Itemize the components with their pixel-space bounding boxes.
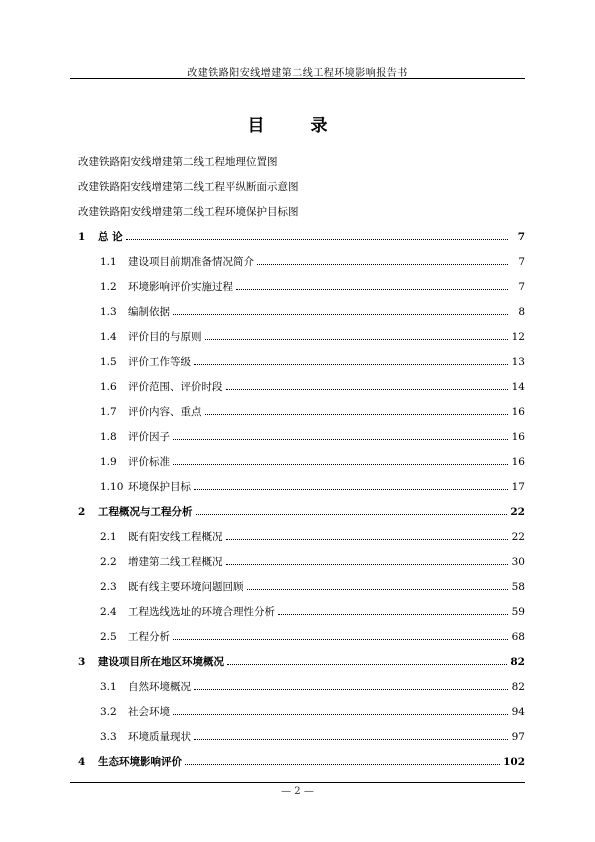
toc-dot-leader: [194, 689, 508, 690]
toc-entry-number: 1.10: [100, 480, 124, 493]
toc-entry-number: 2.4: [100, 605, 117, 618]
toc-entry-number: 3.2: [100, 705, 117, 718]
toc-entry-title: 增建第二线工程概况: [128, 556, 223, 568]
toc-section-entry[interactable]: [78, 724, 525, 749]
toc-entry-number: 1.2: [100, 280, 117, 293]
toc-entry-number: 2: [78, 505, 86, 518]
toc-dot-leader: [226, 564, 509, 565]
toc-entry-title: 生态环境影响评价: [98, 756, 182, 768]
figure-list-item[interactable]: 改建铁路阳安线增建第二线工程地理位置图: [78, 156, 278, 168]
toc-entry-title: 评价目的与原则: [128, 331, 202, 343]
toc-entry-page: 7: [517, 230, 525, 243]
toc-section-entry[interactable]: [78, 624, 525, 649]
toc-entry-number: 1.1: [100, 255, 117, 268]
toc-entry-page: 7: [518, 280, 525, 293]
toc-entry-number: 2.3: [100, 580, 117, 593]
toc-entry-page: 82: [510, 655, 525, 668]
toc-entry-page: 16: [511, 405, 525, 418]
toc-entry-number: 1: [78, 230, 86, 243]
toc-entry-page: 102: [503, 755, 525, 768]
toc-entry-number: 1.3: [100, 305, 117, 318]
toc-section-entry[interactable]: [78, 274, 525, 299]
toc-entry-number: 3.1: [100, 680, 117, 693]
toc-entry-title: 总 论: [98, 231, 123, 243]
toc-section-entry[interactable]: [78, 449, 525, 474]
toc-dot-leader: [196, 514, 508, 515]
toc-entry-page: 16: [511, 430, 525, 443]
toc-dot-leader: [194, 364, 508, 365]
toc-dot-leader: [205, 339, 509, 340]
toc-entry-title: 评价内容、重点: [128, 406, 202, 418]
toc-dot-leader: [205, 414, 509, 415]
toc-section-entry[interactable]: [78, 299, 525, 324]
toc-dot-leader: [226, 389, 509, 390]
toc-entry-number: 3.3: [100, 730, 117, 743]
toc-section-entry[interactable]: [78, 399, 525, 424]
toc-entry-page: 58: [511, 580, 525, 593]
toc-entry-page: 59: [511, 605, 525, 618]
toc-entry-title: 既有线主要环境问题回顾: [128, 581, 244, 593]
toc-section-entry[interactable]: [78, 474, 525, 499]
toc-entry-number: 4: [78, 755, 86, 768]
toc-dot-leader: [185, 764, 500, 765]
toc-entry-title: 环境影响评价实施过程: [128, 281, 233, 293]
toc-chapter-entry[interactable]: [78, 499, 525, 524]
toc-entry-number: 1.5: [100, 355, 117, 368]
toc-dot-leader: [278, 614, 508, 615]
toc-entry-page: 13: [511, 355, 525, 368]
toc-entry-page: 30: [511, 555, 525, 568]
toc-entry-title: 工程分析: [128, 631, 170, 643]
toc-entry-number: 3: [78, 655, 86, 668]
toc-entry-title: 环境质量现状: [128, 731, 191, 743]
toc-dot-leader: [236, 289, 508, 290]
header-divider: [70, 78, 525, 79]
toc-entry-title: 建设项目前期准备情况简介: [128, 256, 254, 268]
toc-entry-page: 16: [511, 455, 525, 468]
toc-chapter-entry[interactable]: [78, 224, 525, 249]
toc-entry-title: 建设项目所在地区环境概况: [98, 656, 224, 668]
toc-section-entry[interactable]: [78, 374, 525, 399]
toc-entry-number: 1.7: [100, 405, 117, 418]
toc-entry-number: 1.8: [100, 430, 117, 443]
toc-dot-leader: [126, 239, 508, 240]
toc-entry-page: 22: [510, 505, 525, 518]
toc-entry-page: 97: [511, 730, 525, 743]
toc-entry-title: 评价工作等级: [128, 356, 191, 368]
toc-dot-leader: [173, 714, 508, 715]
toc-entry-page: 22: [511, 530, 525, 543]
toc-section-entry[interactable]: [78, 424, 525, 449]
toc-dot-leader: [173, 639, 508, 640]
toc-section-entry[interactable]: [78, 249, 525, 274]
toc-entry-page: 82: [511, 680, 525, 693]
toc-dot-leader: [227, 664, 507, 665]
toc-entry-title: 评价范围、评价时段: [128, 381, 223, 393]
toc-entry-title: 评价标准: [128, 456, 170, 468]
table-of-contents: [78, 224, 525, 774]
toc-section-entry[interactable]: [78, 699, 525, 724]
toc-entry-page: 14: [511, 380, 525, 393]
toc-entry-title: 既有阳安线工程概况: [128, 531, 223, 543]
toc-entry-title: 工程选线选址的环境合理性分析: [128, 606, 275, 618]
toc-chapter-entry[interactable]: [78, 649, 525, 674]
toc-section-entry[interactable]: [78, 574, 525, 599]
toc-entry-page: 94: [511, 705, 525, 718]
figure-list-item[interactable]: 改建铁路阳安线增建第二线工程环境保护目标图: [78, 206, 299, 218]
toc-entry-page: 12: [511, 330, 525, 343]
toc-entry-number: 2.2: [100, 555, 117, 568]
toc-dot-leader: [247, 589, 509, 590]
toc-dot-leader: [257, 264, 508, 265]
toc-section-entry[interactable]: [78, 549, 525, 574]
toc-entry-page: 17: [511, 480, 525, 493]
toc-section-entry[interactable]: [78, 524, 525, 549]
toc-entry-title: 编制依据: [128, 306, 170, 318]
running-header: 改建铁路阳安线增建第二线工程环境影响报告书: [187, 68, 408, 79]
toc-entry-title: 自然环境概况: [128, 681, 191, 693]
toc-section-entry[interactable]: [78, 599, 525, 624]
toc-dot-leader: [173, 314, 508, 315]
toc-entry-title: 社会环境: [128, 706, 170, 718]
toc-entry-page: 68: [511, 630, 525, 643]
footer-divider: [70, 782, 525, 783]
toc-entry-number: 1.6: [100, 380, 117, 393]
toc-section-entry[interactable]: [78, 324, 525, 349]
toc-dot-leader: [173, 464, 508, 465]
toc-dot-leader: [226, 539, 509, 540]
toc-entry-number: 2.1: [100, 530, 117, 543]
figure-list: [78, 150, 299, 225]
toc-dot-leader: [173, 439, 508, 440]
toc-chapter-entry[interactable]: [78, 749, 525, 774]
page-title: 目 录: [247, 116, 348, 136]
toc-entry-number: 2.5: [100, 630, 117, 643]
toc-entry-title: 环境保护目标: [128, 481, 191, 493]
figure-list-item[interactable]: 改建铁路阳安线增建第二线工程平纵断面示意图: [78, 181, 299, 193]
toc-section-entry[interactable]: [78, 349, 525, 374]
toc-entry-page: 8: [518, 305, 525, 318]
toc-entry-title: 评价因子: [128, 431, 170, 443]
toc-entry-number: 1.9: [100, 455, 117, 468]
toc-entry-page: 7: [518, 255, 525, 268]
toc-dot-leader: [194, 489, 508, 490]
page-number: — 2 —: [281, 786, 314, 797]
toc-section-entry[interactable]: [78, 674, 525, 699]
toc-entry-title: 工程概况与工程分析: [98, 506, 193, 518]
toc-entry-number: 1.4: [100, 330, 117, 343]
toc-dot-leader: [194, 739, 508, 740]
